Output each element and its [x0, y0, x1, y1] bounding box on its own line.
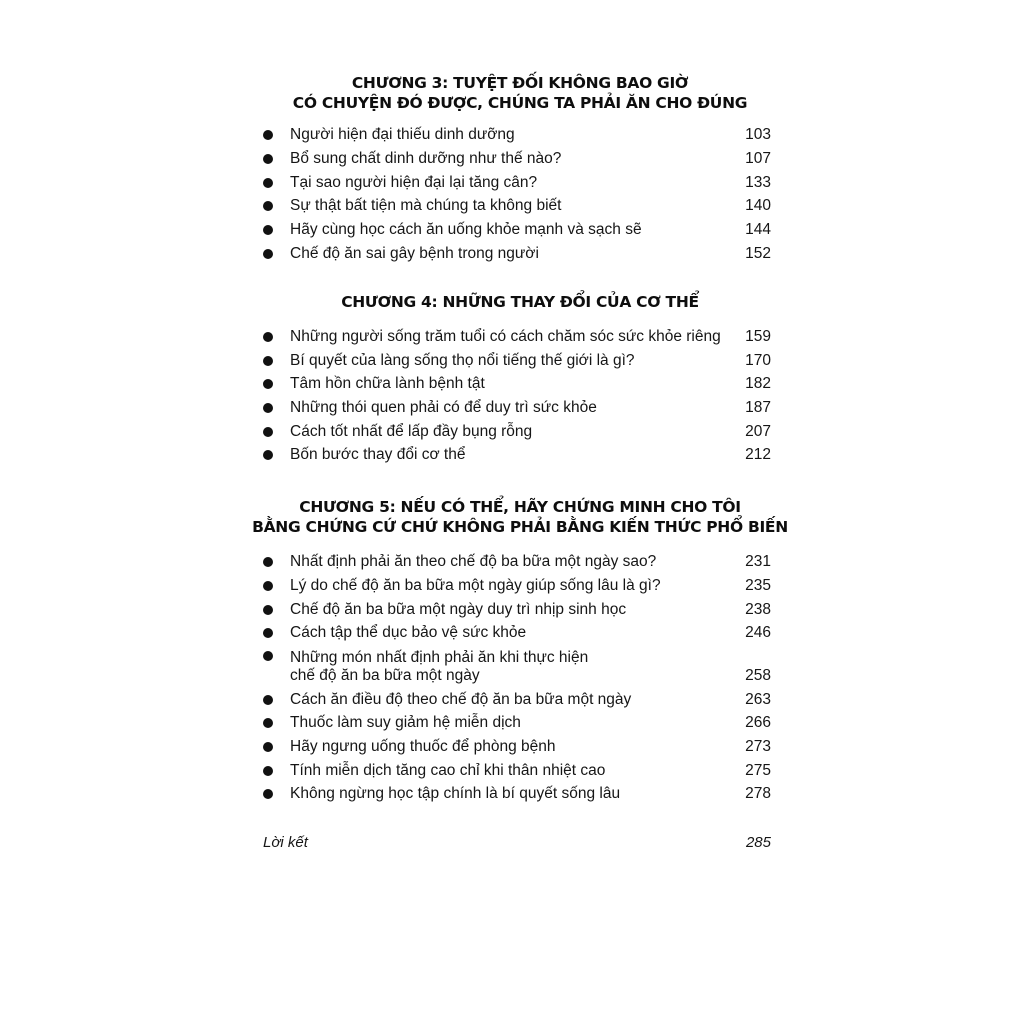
toc-entry-page: 159: [745, 328, 771, 345]
toc-entry: [263, 598, 771, 622]
toc-entry-page: 235: [745, 577, 771, 594]
toc-entry-title: Những thói quen phải có để duy trì sức khỏe: [290, 399, 597, 416]
bullet-icon: [263, 379, 273, 389]
toc-entry-page: 182: [745, 375, 771, 392]
toc-entry: [263, 171, 771, 195]
toc-entry-page: 246: [745, 624, 771, 641]
bullet-icon: [263, 249, 273, 259]
chapter-heading-line: CÓ CHUYỆN ĐÓ ĐƯỢC, CHÚNG TA PHẢI ĂN CHO ĐÚNG: [292, 94, 748, 112]
toc-entry-page: 278: [745, 785, 771, 802]
closing-label: Lời kết: [263, 834, 308, 851]
toc-entry-title-line: chế độ ăn ba bữa một ngày: [290, 667, 480, 684]
toc-entry-title: Thuốc làm suy giảm hệ miễn dịch: [290, 714, 521, 731]
toc-entry: [263, 646, 771, 688]
toc-entry-page: 207: [745, 423, 771, 440]
toc-entry: [263, 396, 771, 420]
toc-entry: [263, 218, 771, 242]
toc-entry-page: 170: [745, 352, 771, 369]
bullet-icon: [263, 356, 273, 366]
toc-entry-title: [290, 649, 710, 685]
bullet-icon: [263, 427, 273, 437]
bullet-icon: [263, 403, 273, 413]
toc-entry-page: 258: [745, 667, 771, 684]
toc-entry: [263, 574, 771, 598]
toc-entry: [263, 443, 771, 467]
toc-entry: [263, 550, 771, 574]
toc-entry-title: Sự thật bất tiện mà chúng ta không biết: [290, 197, 562, 214]
bullet-icon: [263, 332, 273, 342]
chapter-heading-line: CHƯƠNG 4: NHỮNG THAY ĐỔI CỦA CƠ THỂ: [341, 293, 699, 311]
toc-entry-title: Tại sao người hiện đại lại tăng cân?: [290, 174, 538, 191]
toc-entry-page: 187: [745, 399, 771, 416]
toc-entry-title: Tính miễn dịch tăng cao chỉ khi thân nhiệt cao: [290, 762, 606, 779]
toc-entry-page: 273: [745, 738, 771, 755]
toc-entry-title-line: Những món nhất định phải ăn khi thực hiện: [290, 649, 589, 666]
toc-entry: [263, 711, 771, 735]
bullet-icon: [263, 766, 273, 776]
toc-entry-page: 263: [745, 691, 771, 708]
toc-entry-title: Chế độ ăn ba bữa một ngày duy trì nhịp sinh học: [290, 601, 627, 618]
toc-entry-title: Cách ăn điều độ theo chế độ ăn ba bữa một ngày: [290, 691, 632, 708]
toc-entry: [263, 123, 771, 147]
toc-entry-title: Người hiện đại thiếu dinh dưỡng: [290, 126, 515, 143]
toc-entry-title: Không ngừng học tập chính là bí quyết sống lâu: [290, 785, 621, 802]
toc-entry-title: Tâm hồn chữa lành bệnh tật: [290, 375, 485, 392]
closing-page: 285: [745, 834, 771, 851]
bullet-icon: [263, 628, 273, 638]
chapter-5-heading: [230, 497, 810, 537]
toc-entry: [263, 242, 771, 266]
toc-entry-page: 103: [745, 126, 771, 143]
toc-closing-entry: [263, 831, 771, 855]
toc-entry-title: Hãy ngưng uống thuốc để phòng bệnh: [290, 738, 556, 755]
toc-entry-title: Bí quyết của làng sống thọ nổi tiếng thế giới là gì?: [290, 352, 635, 369]
toc-entry-title: Lý do chế độ ăn ba bữa một ngày giúp sống lâu là gì?: [290, 577, 661, 594]
toc-entry-page: 238: [745, 601, 771, 618]
bullet-icon: [263, 450, 273, 460]
toc-entry: [263, 325, 771, 349]
bullet-icon: [263, 695, 273, 705]
toc-entry-page: 140: [745, 197, 771, 214]
toc-entry-page: 231: [745, 553, 771, 570]
bullet-icon: [263, 581, 273, 591]
toc-entry-page: 275: [745, 762, 771, 779]
toc-entry-page: 152: [745, 245, 771, 262]
bullet-icon: [263, 742, 273, 752]
toc-entry: [263, 759, 771, 783]
toc-entry: [263, 349, 771, 373]
toc-entry: [263, 194, 771, 218]
toc-entry-title: Cách tập thể dục bảo vệ sức khỏe: [290, 624, 527, 641]
bullet-icon: [263, 154, 273, 164]
toc-entry-page: 212: [745, 446, 771, 463]
toc-entry-title: Nhất định phải ăn theo chế độ ba bữa một ngày sao?: [290, 553, 657, 570]
bullet-icon: [263, 605, 273, 615]
chapter-3-heading: [230, 73, 810, 113]
toc-entry-page: 266: [745, 714, 771, 731]
toc-entry-title: Hãy cùng học cách ăn uống khỏe mạnh và sạch sẽ: [290, 221, 642, 238]
toc-entry: [263, 688, 771, 712]
bullet-icon: [263, 789, 273, 799]
toc-entry-title: Cách tốt nhất để lấp đầy bụng rỗng: [290, 423, 533, 440]
bullet-icon: [263, 718, 273, 728]
toc-entry-title: Bổ sung chất dinh dưỡng như thế nào?: [290, 150, 562, 167]
toc-entry: [263, 147, 771, 171]
toc-entry-page: 107: [745, 150, 771, 167]
toc-entry: [263, 782, 771, 806]
toc-entry-title: Bốn bước thay đổi cơ thể: [290, 446, 466, 463]
toc-entry-title: Những người sống trăm tuổi có cách chăm sóc sức khỏe riêng: [290, 328, 721, 345]
chapter-heading-line: CHƯƠNG 3: TUYỆT ĐỐI KHÔNG BAO GIỜ: [351, 74, 689, 92]
bullet-icon: [263, 201, 273, 211]
bullet-icon: [263, 225, 273, 235]
bullet-icon: [263, 130, 273, 140]
toc-entry-title: Chế độ ăn sai gây bệnh trong người: [290, 245, 539, 262]
chapter-heading-line: BẰNG CHỨNG CỨ CHỨ KHÔNG PHẢI BẰNG KIẾN THỨC PHỔ BIẾN: [252, 518, 788, 536]
toc-entry: [263, 621, 771, 645]
bullet-icon: [263, 651, 273, 661]
toc-entry: [263, 372, 771, 396]
toc-entry-page: 133: [745, 174, 771, 191]
chapter-4-heading: [230, 292, 810, 312]
toc-entry: [263, 735, 771, 759]
bullet-icon: [263, 178, 273, 188]
toc-entry-page: 144: [745, 221, 771, 238]
bullet-icon: [263, 557, 273, 567]
toc-entry: [263, 420, 771, 444]
chapter-heading-line: CHƯƠNG 5: NẾU CÓ THỂ, HÃY CHỨNG MINH CHO TÔI: [299, 498, 741, 516]
